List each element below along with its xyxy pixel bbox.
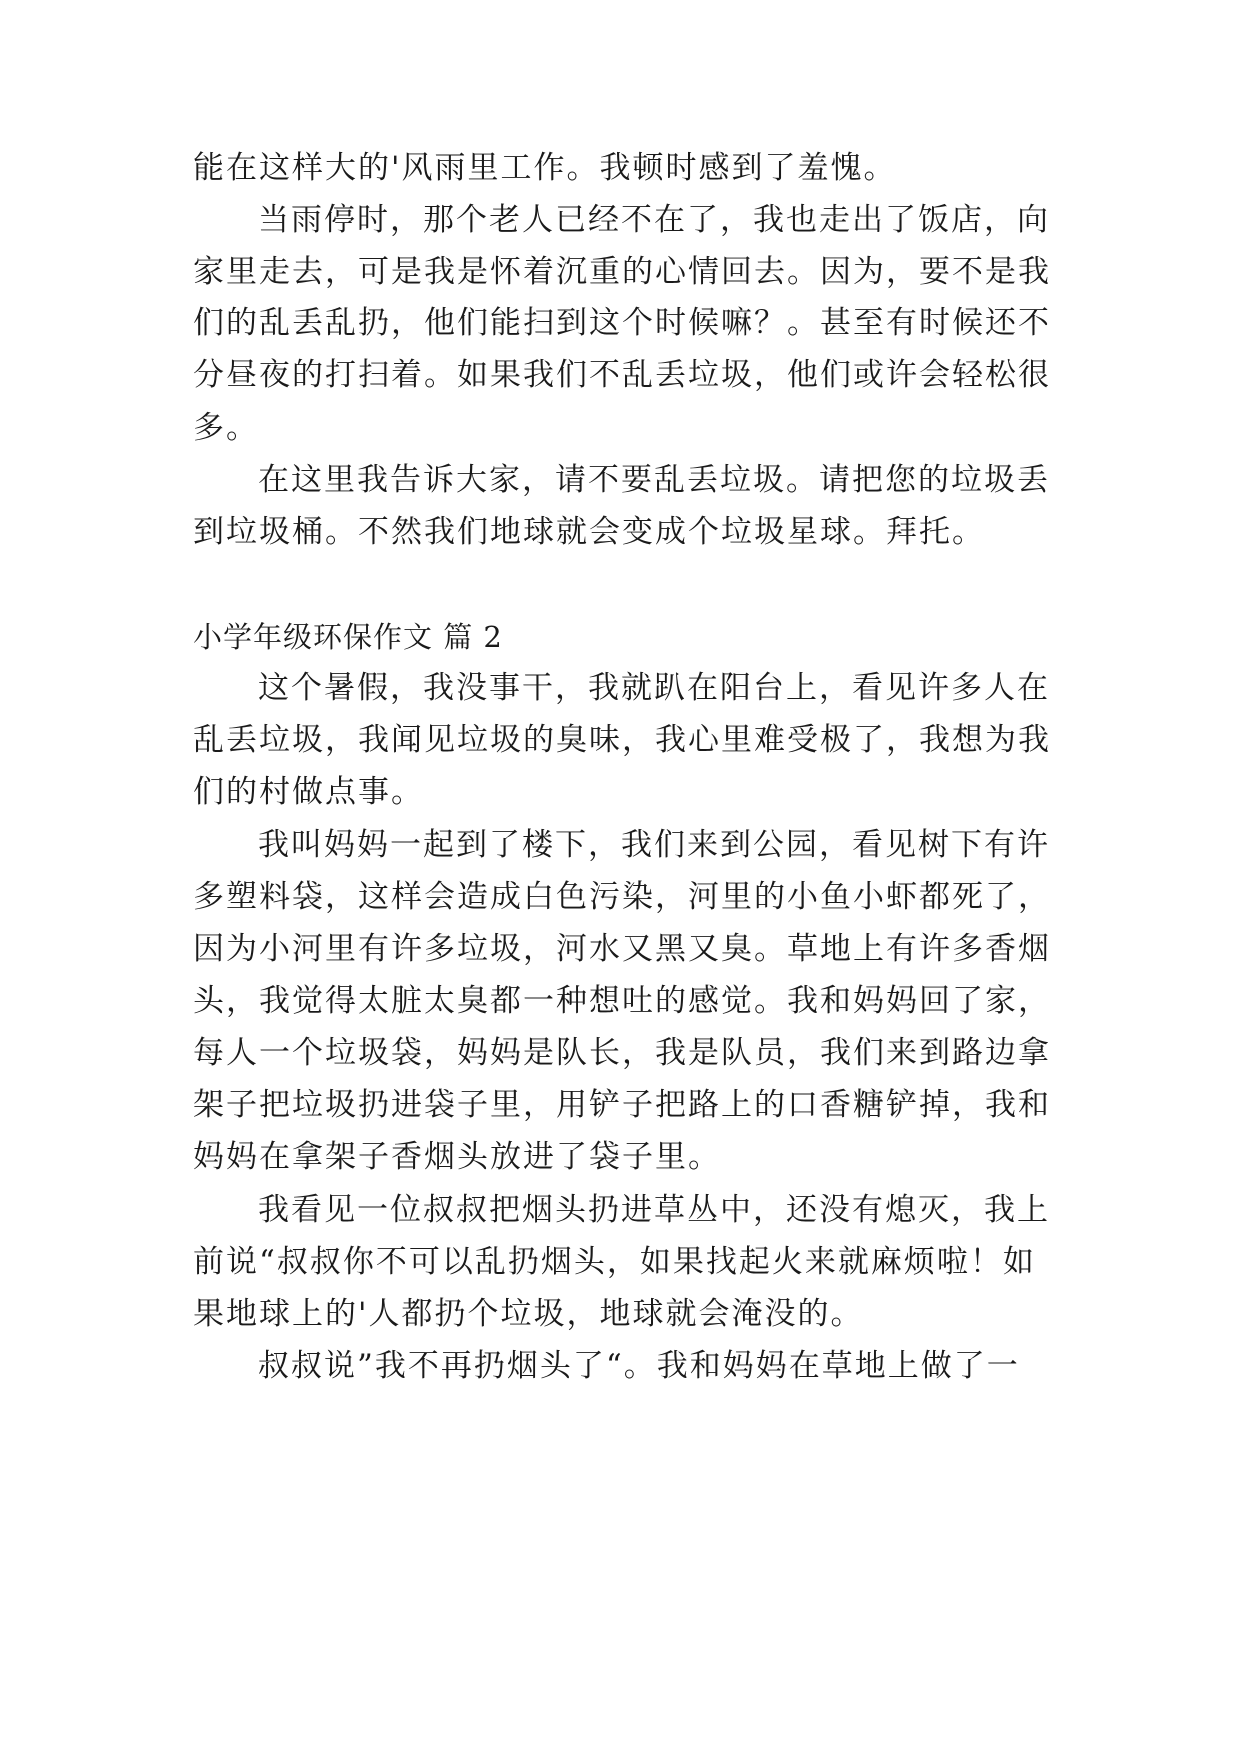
text-line: 妈妈在拿架子香烟头放进了袋子里。: [193, 1139, 721, 1175]
text-line: 乱丢垃圾，我闻见垃圾的臭味，我心里难受极了，我想为我: [193, 722, 1051, 758]
text-line: 架子把垃圾扔进袋子里，用铲子把路上的口香糖铲掉，我和: [193, 1087, 1051, 1123]
section-heading: 小学年级环保作文 篇 2: [193, 620, 503, 654]
paragraph-start-line: 这个暑假，我没事干，我就趴在阳台上，看见许多人在: [258, 670, 1050, 706]
paragraph-start-line: 在这里我告诉大家，请不要乱丢垃圾。请把您的垃圾丢: [258, 462, 1050, 498]
paragraph-start-line: 我叫妈妈一起到了楼下，我们来到公园，看见树下有许: [258, 827, 1050, 863]
text-line: 们的乱丢乱扔，他们能扫到这个时候嘛？。甚至有时候还不: [193, 305, 1051, 341]
text-line: 多塑料袋，这样会造成白色污染，河里的小鱼小虾都死了，: [193, 879, 1051, 915]
paragraph-start-line: 我看见一位叔叔把烟头扔进草丛中，还没有熄灭，我上: [258, 1192, 1050, 1228]
text-line: 因为小河里有许多垃圾，河水又黑又臭。草地上有许多香烟: [193, 931, 1051, 967]
text-line: 前说“叔叔你不可以乱扔烟头，如果找起火来就麻烦啦！如: [193, 1244, 1036, 1280]
text-line: 们的村做点事。: [193, 774, 424, 810]
paragraph-start-line: 叔叔说”我不再扔烟头了“。我和妈妈在草地上做了一: [258, 1348, 1020, 1384]
text-line: 多。: [193, 410, 259, 446]
text-line: 头，我觉得太脏太臭都一种想吐的感觉。我和妈妈回了家，: [193, 983, 1051, 1019]
paragraph-start-line: 当雨停时，那个老人已经不在了，我也走出了饭店，向: [258, 202, 1050, 238]
text-line: 能在这样大的'风雨里工作。我顿时感到了羞愧。: [193, 150, 897, 186]
text-line: 每人一个垃圾袋，妈妈是队长，我是队员，我们来到路边拿: [193, 1035, 1051, 1071]
text-line: 分昼夜的打扫着。如果我们不乱丢垃圾，他们或许会轻松很: [193, 357, 1051, 393]
text-line: 家里走去，可是我是怀着沉重的心情回去。因为，要不是我: [193, 254, 1051, 290]
text-line: 到垃圾桶。不然我们地球就会变成个垃圾星球。拜托。: [193, 514, 985, 550]
text-line: 果地球上的'人都扔个垃圾，地球就会淹没的。: [193, 1296, 864, 1332]
